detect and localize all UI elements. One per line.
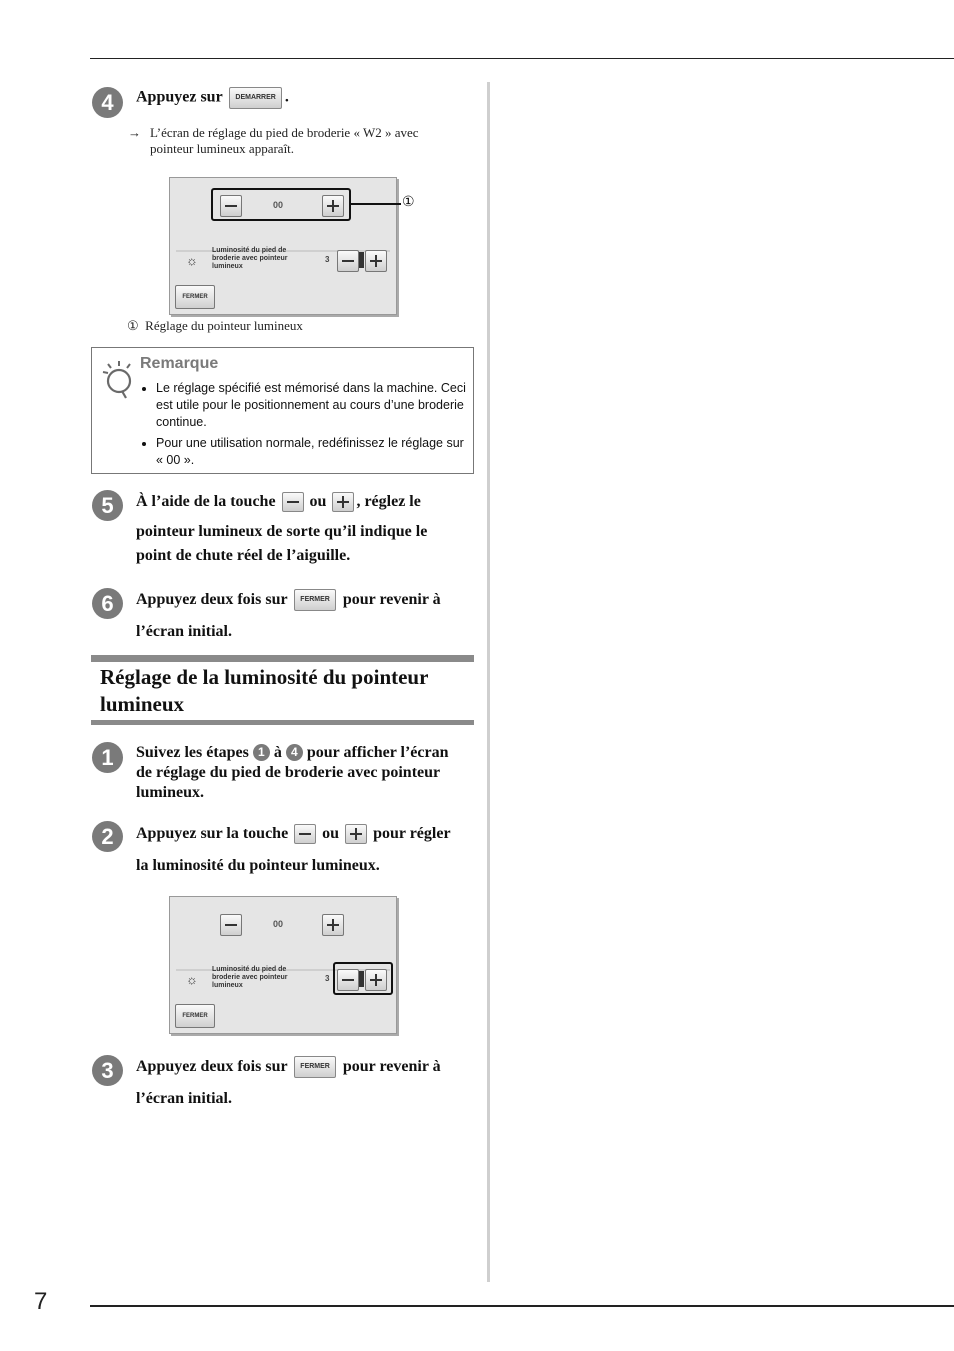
step-6-part1: Appuyez deux fois sur [136,591,288,608]
brightness-label-2-line3: lumineux [212,982,243,989]
brightness-indicator [359,252,364,268]
step-ref-1: 1 [253,744,270,761]
step-5-line3: point de chute réel de l’aiguille. [136,547,351,564]
step-4-result-arrow: → [128,125,141,140]
pointer-light-icon-2: ☼ [186,972,198,987]
step-4-result [150,125,480,157]
step-4-result-line2: pointeur lumineux apparaît. [150,141,295,156]
section-step-3-text [136,1053,481,1113]
pointer-light-icon: ☼ [186,253,198,268]
bottom-rule [90,1305,954,1307]
step-ref-4: 4 [286,744,303,761]
section-step-1-line2: de réglage du pied de broderie avec pointeur [136,764,441,781]
section-step-3-part2: pour revenir à [342,1058,441,1075]
plus-key-icon [332,492,354,512]
brightness-label-2-line2: broderie avec pointeur [212,974,288,981]
section-title-line2: lumineux [100,692,185,716]
step-5-text [136,488,481,568]
minus-key-icon-2 [294,824,316,844]
brightness-minus-button[interactable] [337,250,359,272]
fermer-button[interactable]: FERMER [175,285,215,309]
pointer-plus-button-2[interactable] [322,914,344,936]
brightness-level-2: 3 [325,974,330,983]
section-step-2-number: 2 [92,821,123,852]
note-item-2: • Pour une utilisation normale, redéfinissez le réglage sur « 00 ». [156,435,468,469]
section-step-1-number: 1 [92,742,123,773]
brightness-label [212,247,322,271]
pointer-setting-highlight [211,188,351,221]
step-6-text [136,586,481,646]
brightness-label-2 [212,966,322,990]
fermer-button-2[interactable]: FERMER [175,1004,215,1028]
step-5-number: 5 [92,490,123,521]
fermer-key-icon: FERMER [294,589,336,611]
brightness-plus-button[interactable] [365,250,387,272]
callout-caption [127,318,303,334]
section-title-line1: Réglage de la luminosité du pointeur [100,665,429,689]
section-bar-top [91,655,474,662]
step-6-line2: l’écran initial. [136,623,232,640]
section-step-1-line3: lumineux. [136,784,205,801]
section-step-3-number: 3 [92,1055,123,1086]
step-5-part2: ou [309,493,327,510]
section-title [100,664,470,718]
brightness-label-line1: Luminosité du pied de [212,247,287,254]
step-4-result-line1: L’écran de réglage du pied de broderie « W2 » avec [150,125,419,140]
step-6-part2: pour revenir à [342,591,441,608]
step-4-text [136,87,289,109]
step-6-number: 6 [92,588,123,619]
callout-marker: ① [402,195,415,210]
section-step-2-line2: la luminosité du pointeur lumineux. [136,857,380,874]
section-step-2-part2: ou [322,825,340,842]
brightness-label-2-line1: Luminosité du pied de [212,966,287,973]
step-4-number: 4 [92,87,123,118]
step-5-part3: , réglez le [356,493,421,510]
fermer-key-icon-2: FERMER [294,1056,336,1078]
brightness-label-line3: lumineux [212,263,243,270]
plus-key-icon-2 [345,824,367,844]
section-step-3-part1: Appuyez deux fois sur [136,1058,288,1075]
section-step-1-part3: pour afficher l’écran [306,744,449,761]
pointer-value-2: 00 [273,919,284,929]
note-title: Remarque [140,355,219,372]
step-4-prefix: Appuyez sur [136,88,223,106]
page-number: 7 [34,1288,48,1315]
brightness-keys-highlight [333,962,393,995]
lightbulb-icon [100,358,134,400]
section-step-3-line2: l’écran initial. [136,1090,232,1107]
section-step-2-part1: Appuyez sur la touche [136,825,289,842]
note-item-1: • Le réglage spécifié est mémorisé dans la machine. Ceci est utile pour le positionnement au cours d’une broderie continue. [156,380,468,431]
section-step-1-part1: Suivez les étapes [136,744,249,761]
note-box [91,347,474,474]
caption-text: Réglage du pointeur lumineux [145,318,303,333]
caption-marker: ① [127,318,139,333]
step-5-part1: À l’aide de la touche [136,493,276,510]
step-4-suffix: . [284,88,289,106]
callout-line [349,203,401,205]
brightness-level: 3 [325,255,330,264]
section-step-1-text [136,743,481,803]
demarrer-button[interactable]: DEMARRER [229,87,281,109]
section-step-2-text [136,820,481,880]
step-5-line2: pointeur lumineux de sorte qu’il indique le [136,523,428,540]
brightness-label-line2: broderie avec pointeur [212,255,288,262]
column-separator [487,82,490,1282]
pointer-value: 00 [273,200,284,210]
top-rule [90,58,954,59]
pointer-minus-button-2[interactable] [220,914,242,936]
section-step-2-part3: pour régler [373,825,451,842]
section-step-1-part2: à [273,744,282,761]
note-list [140,380,468,473]
minus-key-icon [282,492,304,512]
section-bar-bottom [91,720,474,725]
